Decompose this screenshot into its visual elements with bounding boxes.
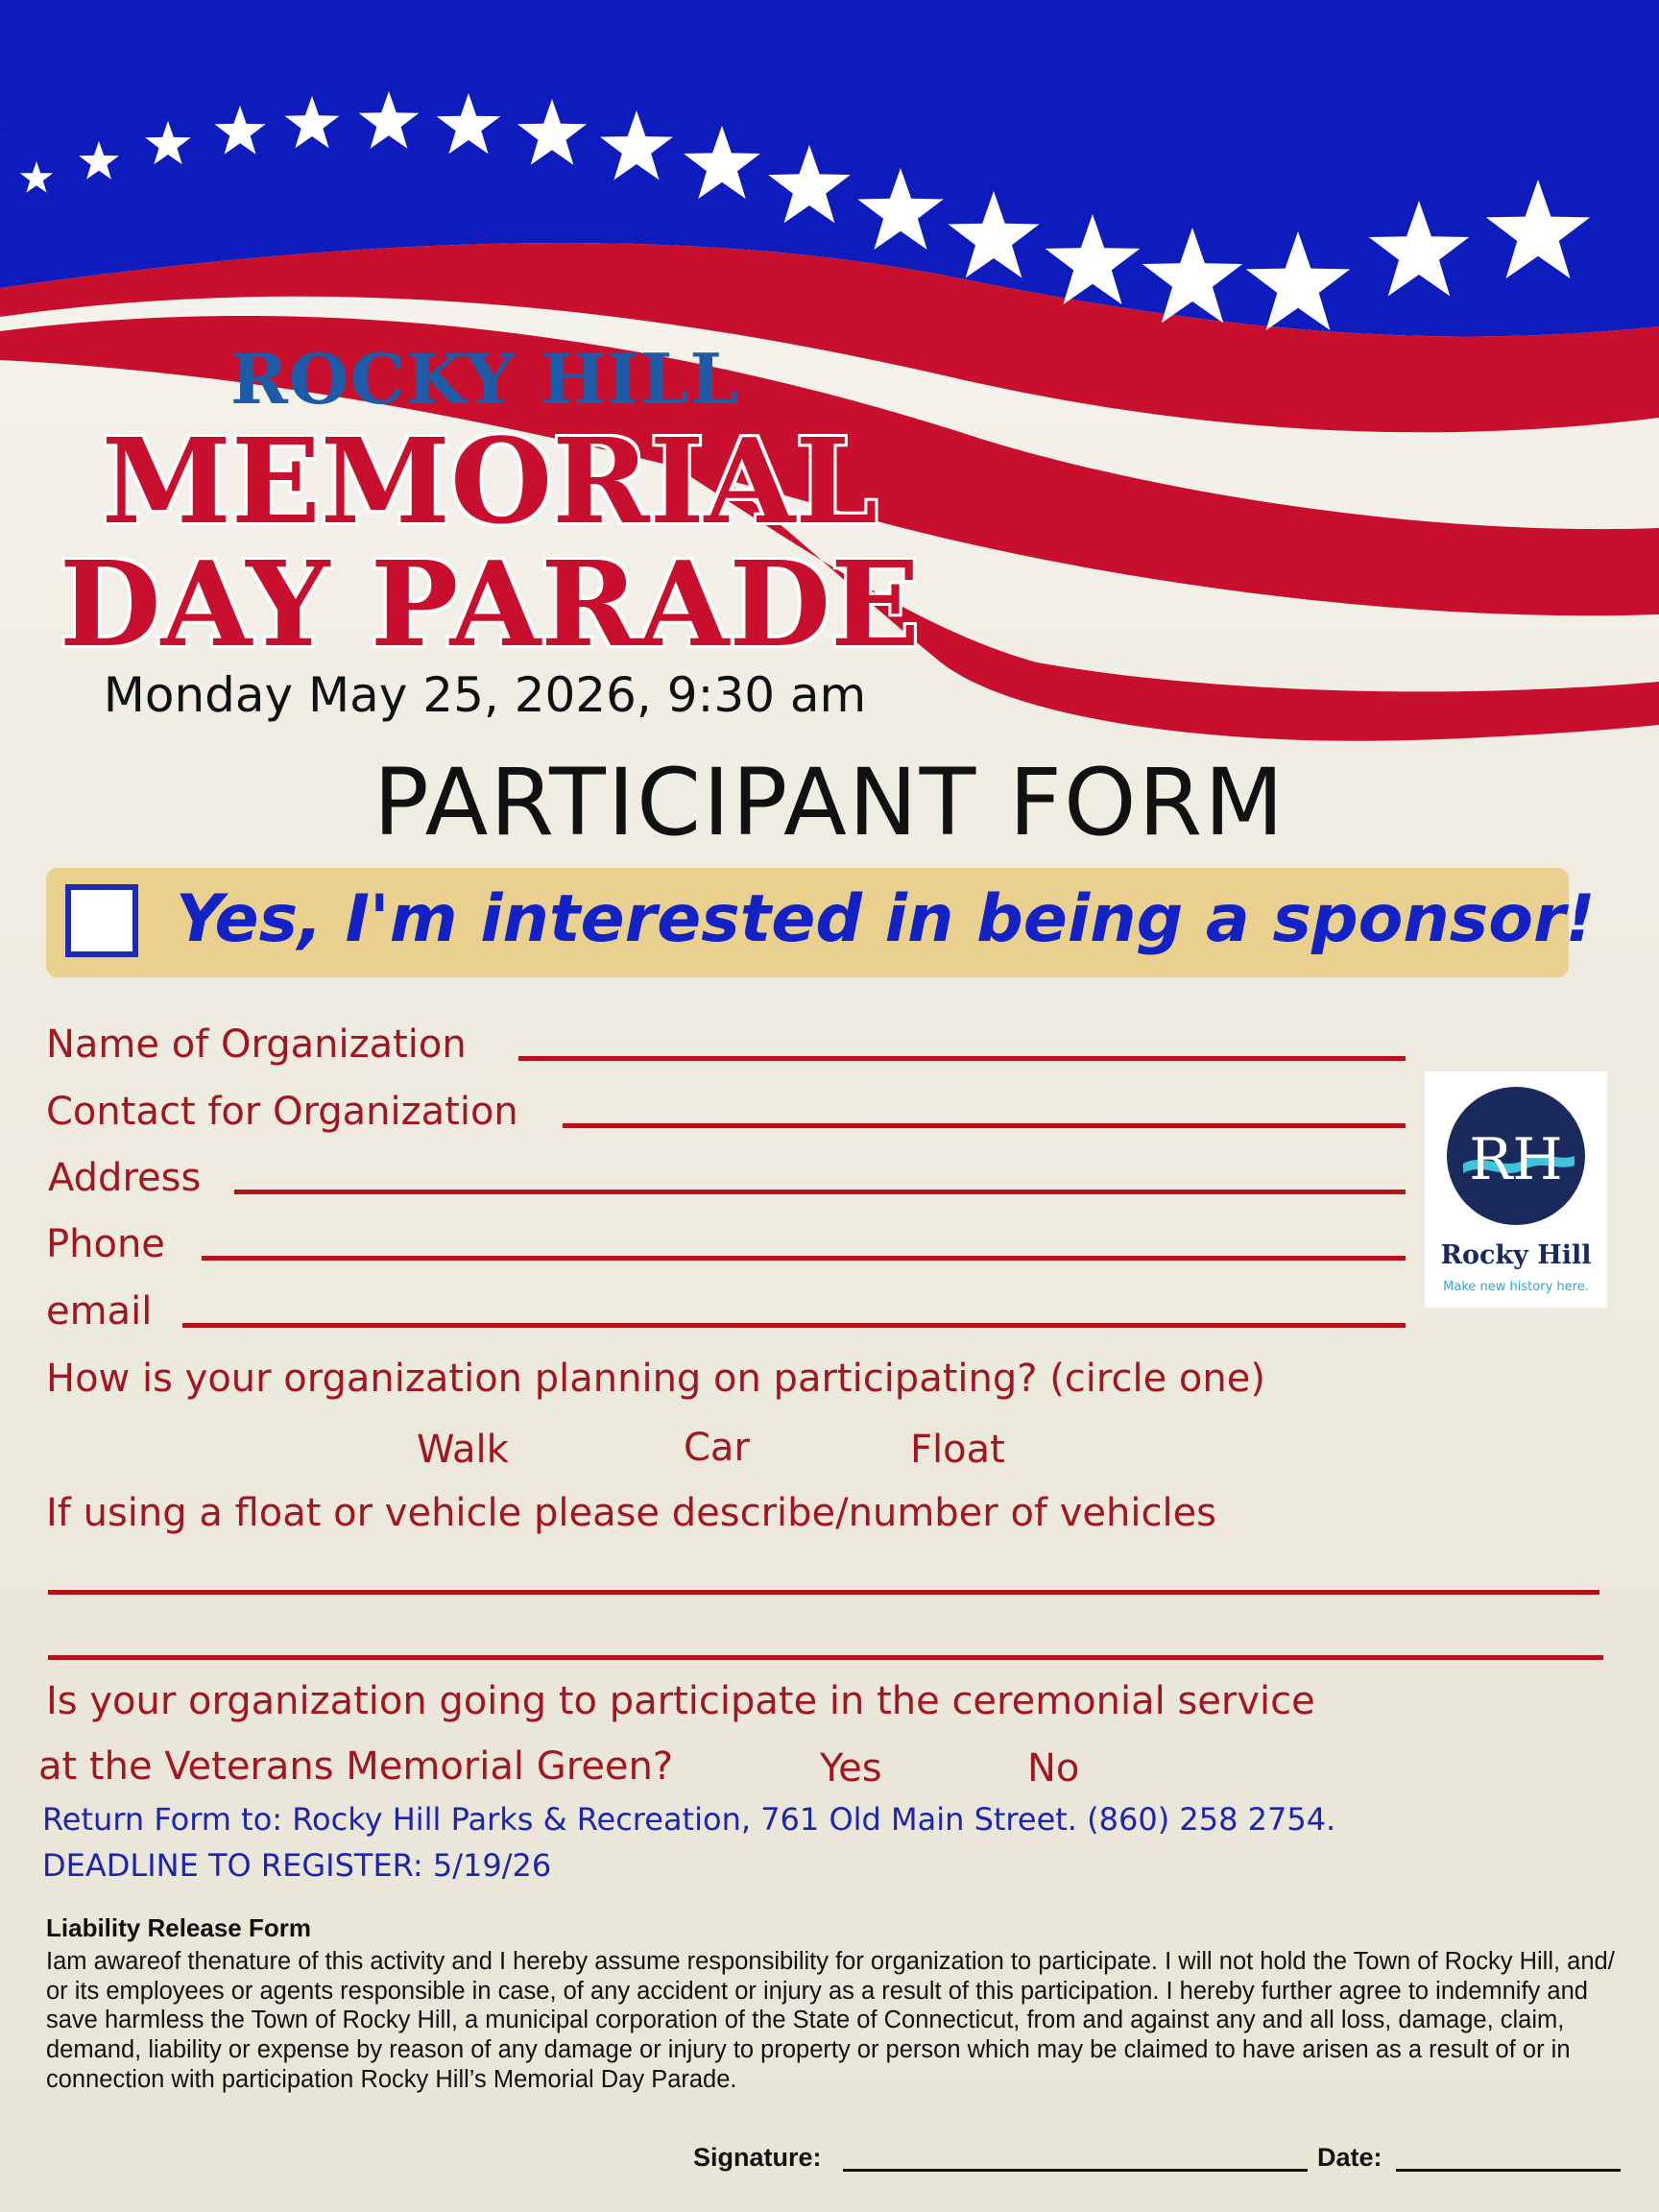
vehicle-prompt: If using a float or vehicle please describe/number of vehicles: [46, 1491, 1217, 1535]
contact-label: Contact for Organization: [46, 1090, 518, 1134]
phone-label: Phone: [46, 1222, 165, 1266]
org-name-label: Name of Organization: [46, 1022, 467, 1067]
ceremony-question-2: at the Veterans Memorial Green?: [38, 1744, 674, 1789]
email-label: email: [46, 1289, 153, 1334]
option-car[interactable]: Car: [684, 1426, 750, 1470]
date-label: Date:: [1317, 2143, 1382, 2172]
participation-question: How is your organization planning on participating? (circle one): [46, 1357, 1265, 1401]
option-walk[interactable]: Walk: [417, 1428, 509, 1472]
logo-tagline: Make new history here.: [1443, 1280, 1589, 1294]
liability-body: Iam awareof thenature of this activity and I hereby assume responsibility for organization to participate. I will not hold the Town of Rocky Hill, and/ or its employees or agents responsible in case, of any accident or injury as a result of this participation. I hereby further agree to indemnify and save harmless the Town of Rocky Hill, a municipal corporation of the State of Connecticut, from and against any and all loss, damage, claim, demand, liability or expense by reason of any damage or injury to property or person which may be claimed to have arisen as a result of or in connection with participation Rocky Hill’s Memorial Day Parade.: [46, 1948, 1615, 2093]
signature-label: Signature:: [693, 2143, 822, 2172]
ceremony-no[interactable]: No: [1027, 1746, 1080, 1791]
sponsor-text: Yes, I'm interested in being a sponsor!: [176, 881, 1596, 957]
address-field[interactable]: [234, 1190, 1406, 1194]
date-field[interactable]: [1396, 2169, 1621, 2172]
ceremony-yes[interactable]: Yes: [820, 1746, 882, 1791]
deadline: DEADLINE TO REGISTER: 5/19/26: [42, 1847, 552, 1884]
liability-title: Liability Release Form: [46, 1913, 311, 1942]
event-date: Monday May 25, 2026, 9:30 am: [103, 667, 867, 723]
ceremony-question: Is your organization going to participate in the ceremonial service: [46, 1679, 1315, 1723]
contact-field[interactable]: [563, 1123, 1406, 1128]
org-name-field[interactable]: [518, 1056, 1406, 1061]
vehicle-description-line-1[interactable]: [48, 1590, 1599, 1595]
sponsor-banner: [46, 868, 1596, 977]
vehicle-description-line-2[interactable]: [48, 1655, 1603, 1660]
address-label: Address: [48, 1156, 202, 1200]
return-address: Return Form to: Rocky Hill Parks & Recreation, 761 Old Main Street. (860) 258 2754.: [42, 1801, 1336, 1838]
title-memorial: MEMORIAL: [101, 412, 878, 550]
phone-field[interactable]: [202, 1256, 1406, 1261]
signature-field[interactable]: [843, 2169, 1308, 2172]
rocky-hill-logo: [1425, 1071, 1607, 1308]
logo-monogram: RH: [1469, 1126, 1563, 1193]
logo-graphic: [1425, 1071, 1607, 1308]
sponsor-checkbox-icon[interactable]: [65, 884, 138, 957]
town-name: ROCKY HILL: [230, 338, 739, 420]
form-title: PARTICIPANT FORM: [373, 749, 1286, 856]
email-field[interactable]: [182, 1323, 1406, 1328]
option-float[interactable]: Float: [910, 1428, 1005, 1472]
title-day-parade: DAY PARADE: [59, 535, 921, 673]
logo-name: Rocky Hill: [1440, 1240, 1592, 1270]
